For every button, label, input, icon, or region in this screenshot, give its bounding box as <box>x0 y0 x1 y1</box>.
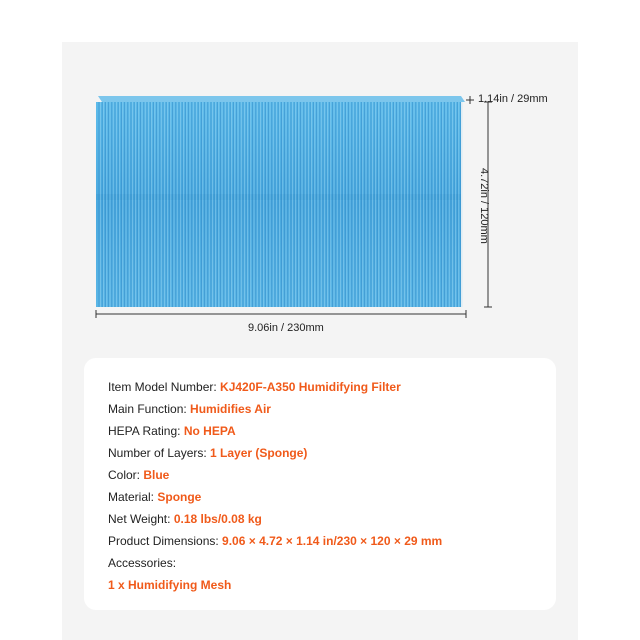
spec-row-function: Main Function: Humidifies Air <box>108 402 271 416</box>
spec-card <box>84 358 556 610</box>
spec-row-color: Color: Blue <box>108 468 170 482</box>
spec-row-weight: Net Weight: 0.18 lbs/0.08 kg <box>108 512 262 526</box>
spec-row-accessory-item: 1 x Humidifying Mesh <box>108 578 232 592</box>
depth-dimension-label: 1.14in / 29mm <box>478 93 548 105</box>
spec-row-layers: Number of Layers: 1 Layer (Sponge) <box>108 446 308 460</box>
spec-row-material: Material: Sponge <box>108 490 202 504</box>
width-dimension-label: 9.06in / 230mm <box>248 322 324 334</box>
spec-row-accessories: Accessories: <box>108 556 177 570</box>
height-dimension-label: 4.72in / 120mm <box>478 168 490 244</box>
spec-row-dimensions: Product Dimensions: 9.06 × 4.72 × 1.14 in/230 × 120 × 29 mm <box>108 534 443 548</box>
spec-row-hepa: HEPA Rating: No HEPA <box>108 424 236 438</box>
spec-row-model: Item Model Number: KJ420F-A350 Humidifying Filter <box>108 380 401 394</box>
spec-list <box>108 376 546 596</box>
